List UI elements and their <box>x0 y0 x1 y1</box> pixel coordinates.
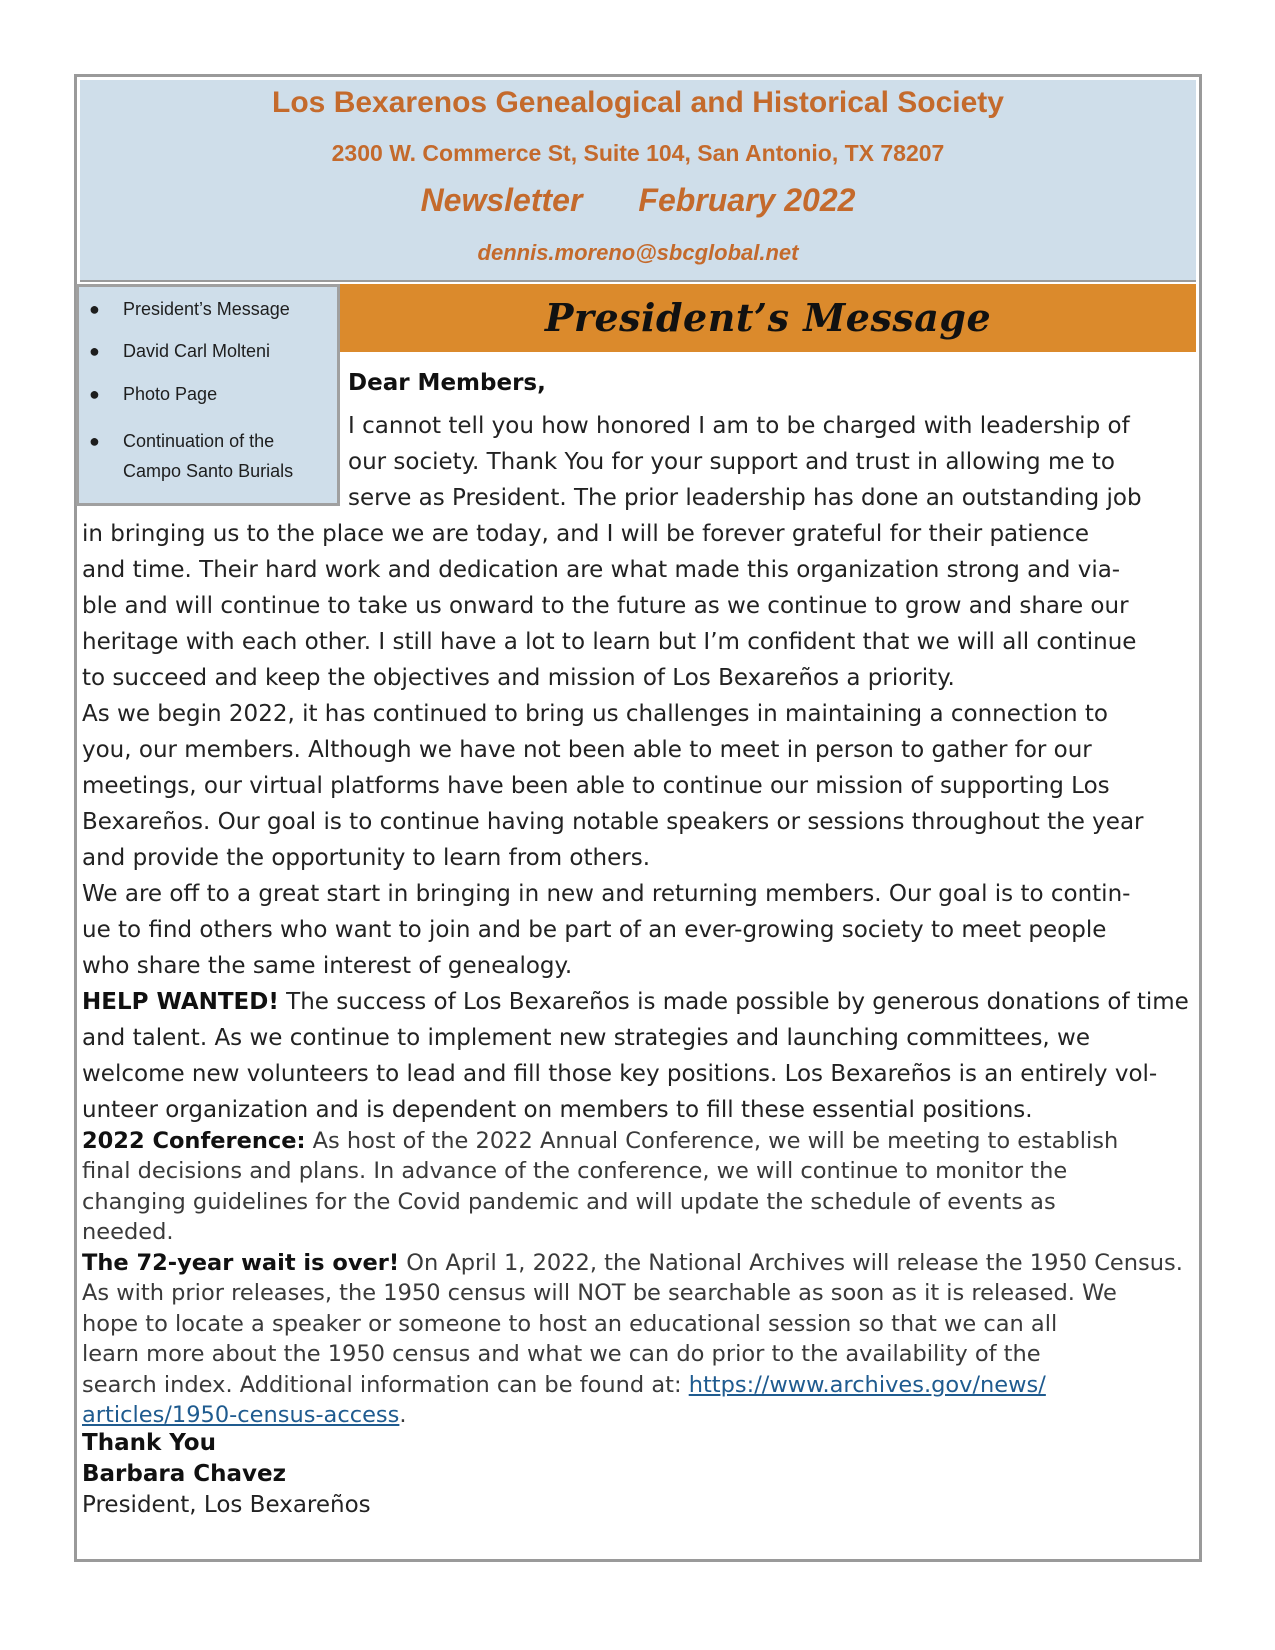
paragraph-census <box>82 1248 1190 1430</box>
text-line: As we begin 2022, it has continued to bring us challenges in maintaining a connection to <box>82 701 1108 727</box>
help-wanted-text: The success of Los Bexareños is made possible by generous donations of time <box>278 989 1189 1015</box>
bullet-icon: ● <box>89 341 100 361</box>
conference-lead: 2022 Conference: <box>82 1128 306 1154</box>
bullet-icon: ● <box>89 299 100 319</box>
text-line: our society. Thank You for your support and trust in allowing me to <box>348 449 1115 475</box>
text-line <box>82 1400 1190 1430</box>
paragraph-conference <box>82 1126 1190 1248</box>
text-line: and provide the opportunity to learn from others. <box>82 845 651 871</box>
signer-title: President, Los Bexareños <box>82 1492 371 1518</box>
paragraph-intro-narrow <box>348 408 1180 516</box>
section-title: President’s Message <box>544 295 992 340</box>
census-link[interactable]: https://www.archives.gov/news/ <box>688 1371 1046 1398</box>
contact-email[interactable]: dennis.moreno@sbcglobal.net <box>477 240 799 265</box>
toc-item[interactable] <box>79 426 323 486</box>
text-line: and time. Their hard work and dedication are what made this organization strong and via- <box>82 557 1121 583</box>
link-suffix: . <box>399 1402 407 1429</box>
toc-item-label: President’s Message <box>123 299 290 319</box>
text-line <box>82 1370 1190 1400</box>
toc-item-label: Continuation of the <box>123 431 275 451</box>
census-link-continued[interactable]: articles/1950-census-access <box>82 1402 400 1429</box>
text-line: welcome new volunteers to lead and fill those key positions. Los Bexareños is an entirely vol- <box>82 1061 1158 1087</box>
text-line: heritage with each other. I still have a lot to learn but I’m confident that we will all continue <box>82 629 1137 655</box>
signature-block <box>82 1428 1190 1521</box>
text-line: As with prior releases, the 1950 census will NOT be searchable as soon as it is released. We <box>82 1280 1117 1307</box>
bullet-icon: ● <box>89 384 100 404</box>
letter-greeting: Dear Members, <box>348 370 546 396</box>
text-line: to succeed and keep the objectives and mission of Los Bexareños a priority. <box>82 665 955 691</box>
text-line: Bexareños. Our goal is to continue having notable speakers or sessions throughout the year <box>82 809 1144 835</box>
help-wanted-lead: HELP WANTED! <box>82 989 279 1015</box>
text-line: I cannot tell you how honored I am to be charged with leadership of <box>348 413 1130 439</box>
text-line: unteer organization and is dependent on members to fill these essential positions. <box>82 1097 1033 1123</box>
toc-item[interactable] <box>79 384 217 405</box>
paragraph-2022 <box>82 696 1190 876</box>
paragraph-members <box>82 876 1190 984</box>
text-line: who share the same interest of genealogy. <box>82 953 573 979</box>
census-text: On April 1, 2022, the National Archives will release the 1950 Census. <box>399 1250 1183 1276</box>
paragraph-intro-wide <box>82 516 1190 696</box>
toc-item-label: David Carl Molteni <box>123 341 271 361</box>
newsletter-label: Newsletter <box>420 182 583 218</box>
text-line: serve as President. The prior leadership has done an outstanding job <box>348 485 1142 511</box>
society-address: 2300 W. Commerce St, Suite 104, San Antonio, TX 78207 <box>331 140 945 166</box>
text-line: in bringing us to the place we are today, and I will be forever grateful for their patience <box>82 521 1090 547</box>
text-line: learn more about the 1950 census and what we can do prior to the availability of the <box>82 1341 1041 1368</box>
toc-item-label: Campo Santo Burials <box>123 461 294 481</box>
text-line: changing guidelines for the Covid pandemic and will update the schedule of events as <box>82 1188 1056 1215</box>
signer-name: Barbara Chavez <box>82 1461 287 1487</box>
text-line: final decisions and plans. In advance of the conference, we will continue to monitor the <box>82 1158 1068 1185</box>
paragraph-help-wanted <box>82 984 1190 1128</box>
masthead <box>80 80 1196 282</box>
closing: Thank You <box>82 1430 216 1456</box>
text-line: hope to locate a speaker or someone to host an educational session so that we can all <box>82 1310 1058 1337</box>
text-line <box>82 1248 1190 1278</box>
conference-text: As host of the 2022 Annual Conference, we will be meeting to establish <box>305 1128 1119 1154</box>
text-line: ble and will continue to take us onward to the future as we continue to grow and share our <box>82 593 1129 619</box>
section-header <box>340 284 1196 352</box>
text-line: you, our members. Although we have not been able to meet in person to gather for our <box>82 737 1092 763</box>
issue-line <box>80 182 1196 219</box>
toc-item-label: Photo Page <box>123 384 218 404</box>
text-line: needed. <box>82 1219 174 1246</box>
issue-date: February 2022 <box>638 182 856 218</box>
text-line <box>82 1126 1190 1156</box>
text-line: and talent. As we continue to implement new strategies and launching committees, we <box>82 1025 1091 1051</box>
toc-item[interactable] <box>79 299 290 320</box>
toc-item[interactable] <box>79 341 270 362</box>
bullet-icon: ● <box>89 431 100 451</box>
table-of-contents <box>76 284 340 506</box>
text-line <box>82 984 1190 1020</box>
text-line: We are off to a great start in bringing in new and returning members. Our goal is to contin- <box>82 881 1131 907</box>
society-title: Los Bexarenos Genealogical and Historical Society <box>272 86 1004 119</box>
text-line: meetings, our virtual platforms have been able to continue our mission of supporting Los <box>82 773 1110 799</box>
text-line: ue to find others who want to join and be part of an ever-growing society to meet people <box>82 917 1107 943</box>
link-prefix: search index. Additional information can be found at: <box>82 1371 689 1398</box>
census-lead: The 72-year wait is over! <box>82 1250 400 1276</box>
